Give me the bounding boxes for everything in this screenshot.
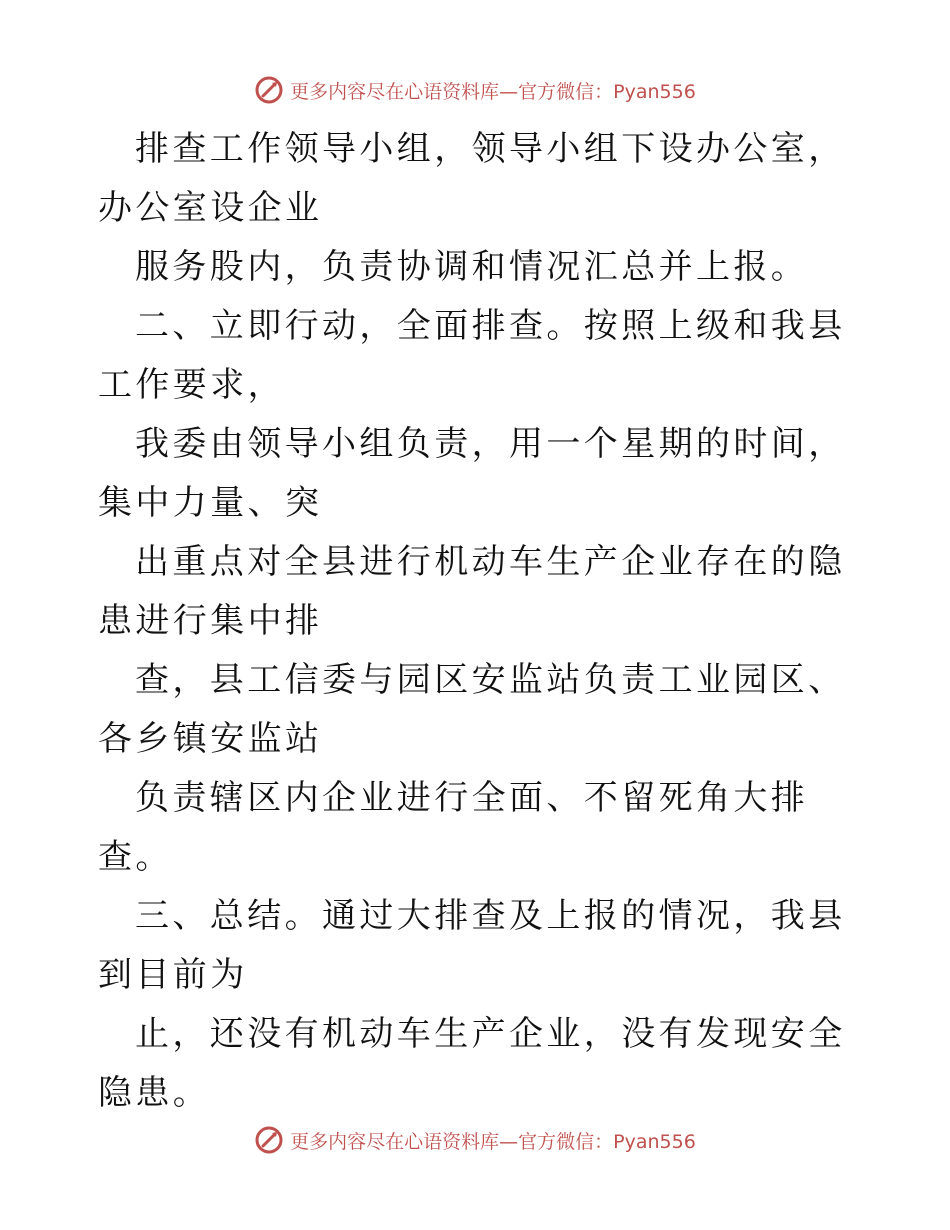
paragraph: 我委由领导小组负责，用一个星期的时间，集中力量、突 [98, 424, 846, 523]
paragraph: 排查工作领导小组，领导小组下设办公室，办公室设企业 [98, 129, 846, 228]
pen-logo-icon [254, 75, 284, 105]
pen-logo-icon [254, 1125, 284, 1155]
paragraph: 服务股内，负责协调和情况汇总并上报。 [135, 247, 809, 287]
paragraph: 止，还没有机动车生产企业，没有发现安全隐患。 [98, 1014, 846, 1113]
header-watermark [0, 70, 950, 110]
watermark-text: 更多内容尽在心语资料库—官方微信：Pyan556 [290, 80, 696, 103]
paragraph: 二、立即行动，全面排查。按照上级和我县工作要求， [98, 306, 846, 405]
paragraph: 查，县工信委与园区安监站负责工业园区、各乡镇安监站 [98, 660, 846, 759]
paragraph: 三、总结。通过大排查及上报的情况，我县到目前为 [98, 896, 846, 995]
footer-watermark [0, 1120, 950, 1160]
paragraph: 出重点对全县进行机动车生产企业存在的隐患进行集中排 [98, 542, 846, 641]
document-body [98, 120, 858, 1123]
paragraph: 负责辖区内企业进行全面、不留死角大排查。 [98, 778, 809, 877]
watermark-text: 更多内容尽在心语资料库—官方微信：Pyan556 [290, 1130, 696, 1153]
